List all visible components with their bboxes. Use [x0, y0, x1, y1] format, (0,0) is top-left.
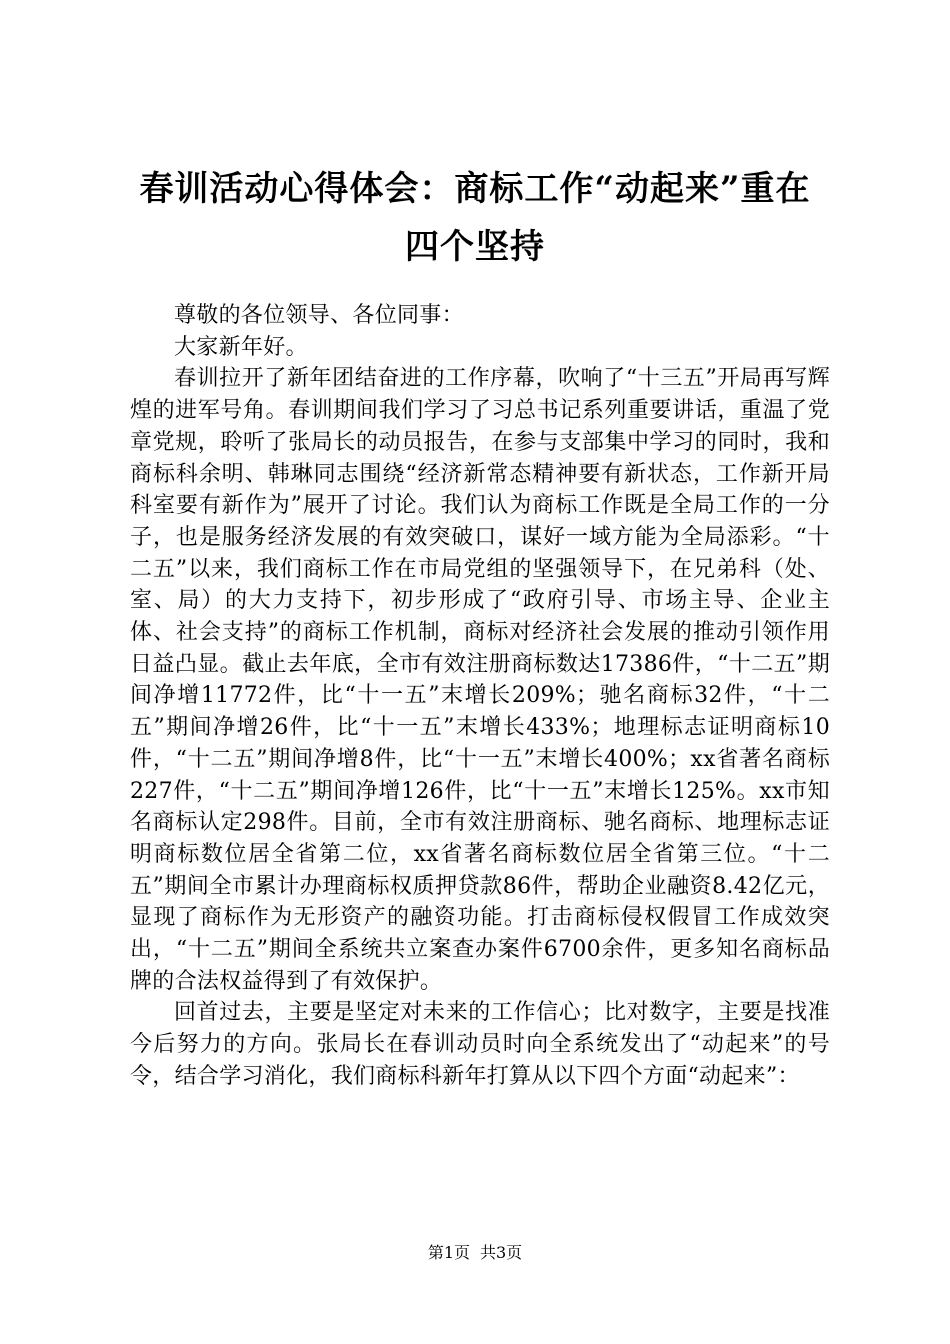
body-paragraph: 回首过去，主要是坚定对未来的工作信心；比对数字，主要是找准今后努力的方向。张局长在春训动员时向全系统发出了“动起来”的号令，结合学习消化，我们商标科新年打算从以下四个方面“动起来”：	[130, 1000, 830, 1089]
document-body	[130, 300, 830, 1093]
body-paragraph: 春训拉开了新年团结奋进的工作序幕，吹响了“十三五”开局再写辉煌的进军号角。春训期间我们学习了习总书记系列重要讲话，重温了党章党规，聆听了张局长的动员报告，在参与支部集中学习的同时，我和商标科余明、韩琳同志围绕“经济新常态精神要有新状态，工作新开局科室要有新作为”展开了讨论。我们认为商标工作既是全局工作的一分子，也是服务经济发展的有效突破口，谋好一域方能为全局添彩。“十二五”以来，我们商标工作在市局党组的坚强领导下，在兄弟科（处、室、局）的大力支持下，初步形成了“政府引导、市场主导、企业主体、社会支持”的商标工作机制，商标对经济社会发展的推动引领作用日益凸显。截止去年底，全市有效注册商标数达17386件，“十二五”期间净增11772件，比“十一五”末增长209%；驰名商标32件，“十二五”期间净增26件，比“十一五”末增长433%；地理标志证明商标10件，“十二五”期间净增8件，比“十一五”末增长400%；xx省著名商标227件，“十二五”期间净增126件，比“十一五”末增长125%。xx市知名商标认定298件。目前，全市有效注册商标、驰名商标、地理标志证明商标数位居全省第二位，xx省著名商标数位居全省第三位。“十二五”期间全市累计办理商标权质押贷款86件，帮助企业融资8.42亿元，显现了商标作为无形资产的融资功能。打击商标侵权假冒工作成效突出，“十二五”期间全系统共立案查办案件6700余件，更多知名商标品牌的合法权益得到了有效保护。	[130, 366, 830, 994]
page-footer	[0, 1243, 950, 1263]
title-line-2: 四个坚持	[405, 227, 545, 267]
page-total: 共3页	[480, 1243, 523, 1262]
greeting: 大家新年好。	[174, 334, 308, 360]
title-line-1: 春训活动心得体会：商标工作“动起来”重在	[139, 169, 811, 209]
salutation: 尊敬的各位领导、各位同事：	[174, 303, 464, 328]
document-title	[120, 160, 830, 276]
page-number: 第1页	[427, 1243, 470, 1262]
